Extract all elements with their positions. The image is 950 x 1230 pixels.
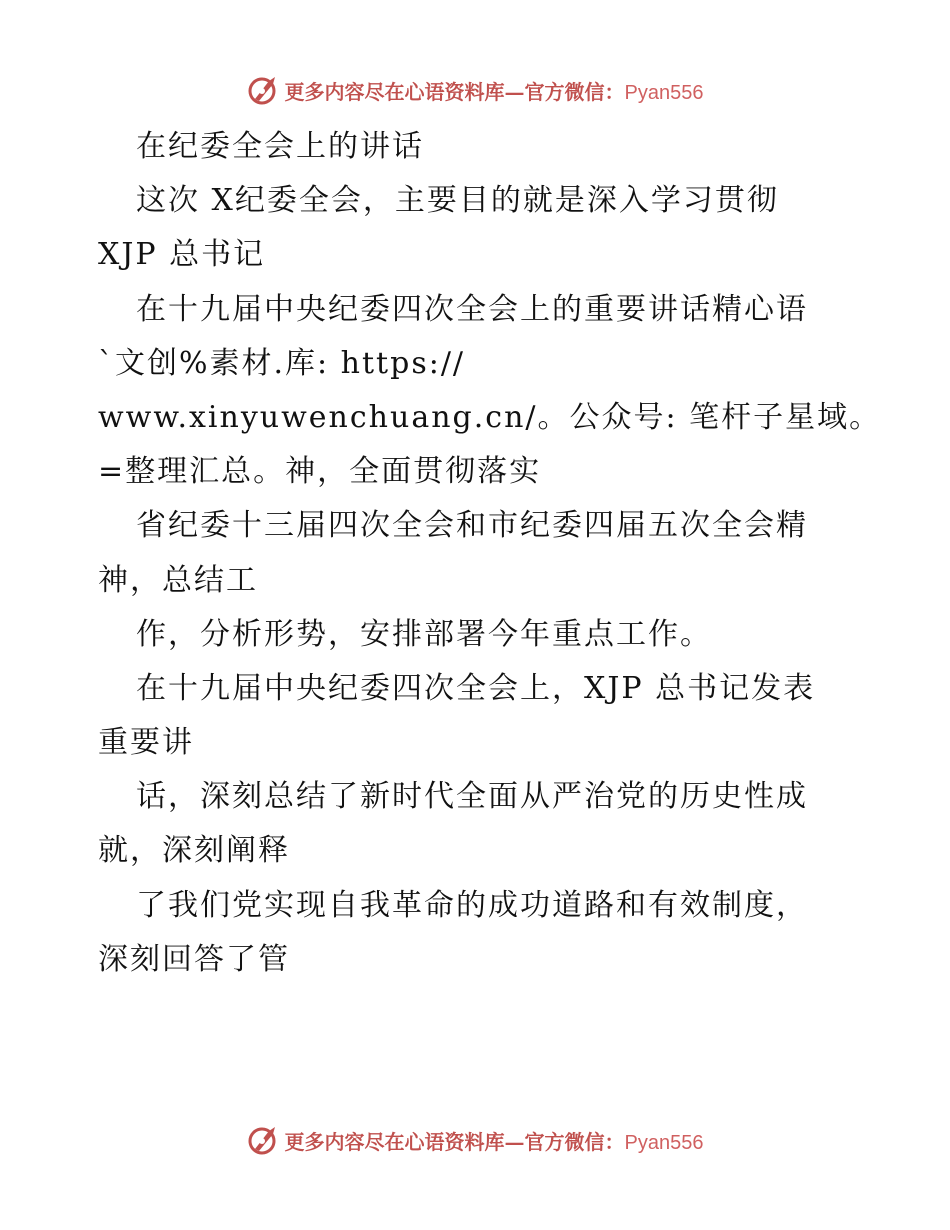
text-line: 重要讲 [98,725,194,761]
watermark-text: 更多内容尽在心语资料库—官方微信：Pyan556 [284,1129,704,1154]
text-line: 在纪委全会上的讲话 [136,129,424,164]
text-line: 在十九届中央纪委四次全会上，XJP 总书记发表 [136,670,816,706]
header-watermark [0,70,950,110]
pen-nib-logo-icon [247,73,281,107]
text-line: 了我们党实现自我革命的成功道路和有效制度， [136,887,808,923]
text-line: 在十九届中央纪委四次全会上的重要讲话精心语 [136,291,808,327]
text-line: 这次 X纪委全会，主要目的就是深入学习贯彻 [136,183,779,219]
footer-watermark [0,1120,950,1160]
text-line: 就，深刻阐释 [98,833,290,869]
text-line: 话，深刻总结了新时代全面从严治党的历史性成 [136,779,808,815]
watermark-text: 更多内容尽在心语资料库—官方微信：Pyan556 [284,79,704,104]
document-body [98,124,882,991]
text-line: 深刻回答了管 [98,941,290,977]
text-line: 作，分析形势，安排部署今年重点工作。 [136,616,712,652]
pen-nib-logo-icon [247,1123,281,1157]
text-line: =整理汇总。神，全面贯彻落实 [98,454,542,490]
text-line: www.xinyuwenchuang.cn/。公众号: 笔杆子星域。 [98,399,882,435]
text-line: 省纪委十三届四次全会和市纪委四届五次全会精 [136,508,808,544]
text-line: 神，总结工 [98,562,258,598]
text-line: XJP 总书记 [98,237,266,273]
text-line: `文创%素材.库: https:// [98,345,466,381]
